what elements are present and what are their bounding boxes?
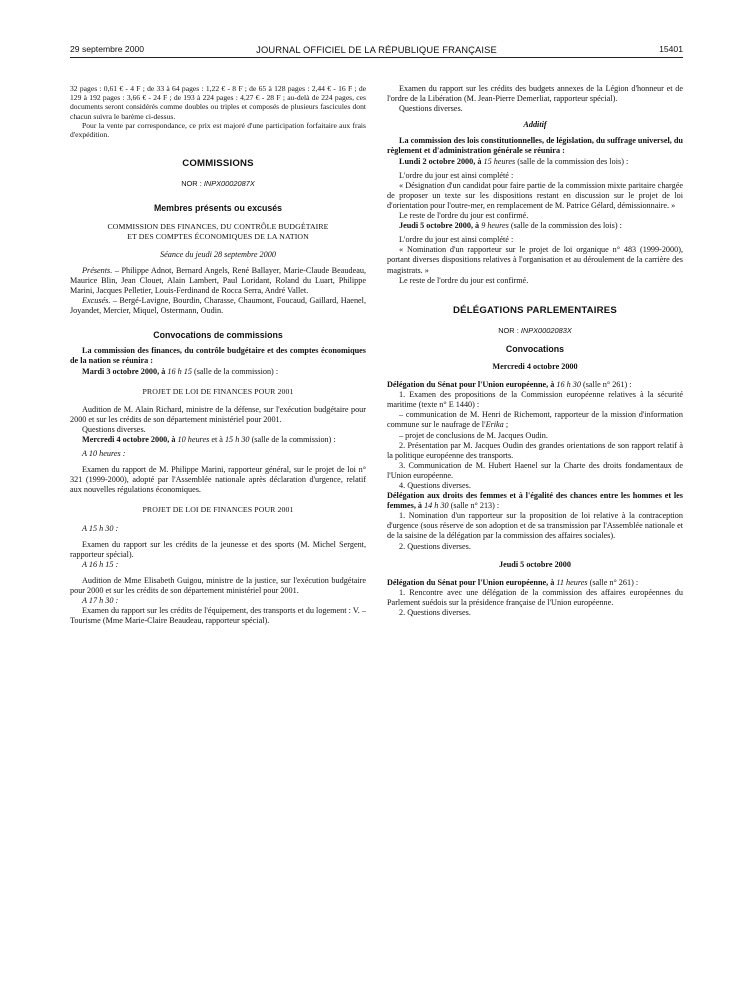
item-1: 1. Examen des propositions de la Commission européenne relatives à la sécurité maritime (texte n° E 1440) : bbox=[387, 390, 683, 410]
pricing-note: Pour la vente par correspondance, ce prix est majoré d'une participation forfaitaire aux frais d'expédition. bbox=[70, 120, 366, 140]
item-1a-erika: Erika bbox=[485, 420, 504, 430]
reste-confirme-1: Le reste de l'ordre du jour est confirmé. bbox=[399, 211, 529, 221]
deleg-senat-2 bbox=[387, 578, 683, 588]
plf-heading-1: PROJET DE LOI DE FINANCES POUR 2001 bbox=[142, 386, 294, 396]
mardi-rest: (salle de la commission) : bbox=[191, 366, 279, 376]
mercredi-rest: (salle de la commission) : bbox=[249, 435, 336, 444]
nor-label-2: NOR : bbox=[498, 325, 519, 335]
nor-code-2: INPX0002083X bbox=[520, 325, 572, 335]
jeudi-date: Jeudi 5 octobre 2000, à bbox=[399, 221, 482, 231]
mercredi-time-2: 15 h 30 bbox=[224, 435, 250, 444]
header-title: JOURNAL OFFICIEL DE LA RÉPUBLIQUE FRANÇAISE bbox=[256, 44, 497, 55]
jeudi-item-2: 2. Questions diverses. bbox=[399, 608, 471, 618]
pricing-text: 32 pages : 0,61 € - 4 F ; de 33 à 64 pages : 1,22 € - 8 F ; de 65 à 128 pages : 2,44 € - 16 F ; de 129 à 192 pages : 3,66 € - 24 F ; de 193 à 224 pages : 4,27 € - 28 F ; au-delà de 224 pages, ces documents seront considérés comme doubles ou triples et composés de plusieurs fascicules dont chacun suivra le barème ci-dessus. bbox=[70, 84, 366, 121]
audition-guigou: Audition de Mme Elisabeth Guigou, ministre de la justice, sur l'exécution budgétaire pour 2000 et sur les crédits de son département ministériel pour 2001. bbox=[70, 575, 366, 596]
item-1a-text: – communication de M. Henri de Richemont, rapporteur de la mission d'information commune sur le naufrage de l' bbox=[387, 410, 683, 430]
examen-beaudeau: Examen du rapport sur les crédits de l'équipement, des transports et du logement : V. – Tourisme (Mme Marie-Claire Beaudeau, rapporteur spécial). bbox=[70, 606, 366, 626]
delegations-title: DÉLÉGATIONS PARLEMENTAIRES bbox=[452, 304, 618, 316]
deleg-senat-2-time: 11 heures bbox=[556, 577, 588, 587]
nomination-text: « Nomination d'un rapporteur sur le projet de loi organique n° 483 (1999-2000), portant diverses dispositions relatives à l'organisation et au déroulement de la carrière des magistrats. » bbox=[387, 245, 683, 275]
femmes-item-2: 2. Questions diverses. bbox=[399, 541, 471, 551]
lundi-time: 15 heures bbox=[483, 156, 516, 166]
excuses-paragraph bbox=[70, 296, 366, 316]
header-date: 29 septembre 2000 bbox=[70, 44, 145, 54]
lundi-date: Lundi 2 octobre 2000, à bbox=[399, 156, 484, 166]
audition-richard: Audition de M. Alain Richard, ministre de la défense, sur l'exécution budgétaire pour 2000 et sur les crédits de son département ministériel pour 2001. bbox=[70, 404, 366, 424]
item-4: 4. Questions diverses. bbox=[399, 481, 471, 490]
examen-marini: Examen du rapport de M. Philippe Marini, rapporteur général, sur le projet de loi n° 321 (1999-2000), adopté par l'Assemblée nationale après déclaration d'urgence, relatif aux nouvelles régulations économiques. bbox=[70, 465, 366, 495]
page-header bbox=[70, 44, 683, 58]
additif-heading: Additif bbox=[523, 120, 547, 130]
convocation-intro: La commission des finances, du contrôle budgétaire et des comptes économiques de la nation se réunira : bbox=[70, 346, 366, 366]
odj-complete-2: L'ordre du jour est ainsi complété : bbox=[399, 235, 514, 245]
convocations-title: Convocations de commissions bbox=[153, 330, 283, 341]
excuses-list: – Bergé-Lavigne, Bourdin, Charasse, Chaumont, Foucaud, Gaillard, Haenel, Joyandet, Mercier, Miquel, Ostermann, Oudin. bbox=[70, 296, 366, 316]
mercredi-date: Mercredi 4 octobre 2000, à bbox=[82, 435, 178, 444]
examen-sergent: Examen du rapport sur les crédits de la jeunesse et des sports (M. Michel Sergent, rapporteur spécial). bbox=[70, 539, 366, 559]
right-column bbox=[387, 84, 683, 618]
nor-label: NOR : bbox=[181, 179, 202, 189]
lundi-rest: (salle de la commission des lois) : bbox=[515, 156, 629, 166]
deleg-senat-2-label: Délégation du Sénat pour l'Union européenne, à bbox=[387, 577, 557, 587]
jeudi-time: 9 heures bbox=[481, 221, 509, 231]
lundi-line bbox=[387, 157, 683, 167]
a-16h15: A 16 h 15 : bbox=[82, 559, 119, 569]
membres-title: Membres présents ou excusés bbox=[153, 203, 283, 214]
deleg-femmes bbox=[387, 491, 683, 511]
a-17h30: A 17 h 30 : bbox=[82, 596, 119, 606]
item-1a-end: ; bbox=[503, 420, 509, 430]
convocations-heading: Convocations bbox=[505, 343, 565, 354]
presents-label: Présents. bbox=[82, 265, 113, 275]
mercredi-4-heading: Mercredi 4 octobre 2000 bbox=[492, 361, 578, 371]
reste-confirme-2: Le reste de l'ordre du jour est confirmé. bbox=[399, 275, 529, 285]
presents-list: – Philippe Adnot, Bernard Angels, René Ballayer, Marie-Claude Beaudeau, Maurice Blin, Jean Clouet, Alain Lambert, Paul Loridant, Roland du Luart, Philippe Marini, Jacques Pelletier, Louis-Ferdinand de Rocca Serra, André Vallet. bbox=[70, 265, 366, 295]
nor-code: INPX0002087X bbox=[203, 179, 255, 189]
seance-date: Séance du jeudi 28 septembre 2000 bbox=[160, 249, 276, 259]
jeudi-5-heading: Jeudi 5 octobre 2000 bbox=[499, 559, 571, 569]
mardi-time: 16 h 15 bbox=[167, 366, 192, 376]
commissions-nor bbox=[70, 179, 366, 189]
a-10-heures: A 10 heures : bbox=[82, 449, 126, 459]
deleg-femmes-label: Délégation aux droits des femmes et à l'égalité des chances entre les hommes et les femmes, à bbox=[387, 491, 683, 511]
mardi-line bbox=[70, 367, 366, 377]
item-2: 2. Présentation par M. Jacques Oudin des grandes orientations de son rapport relatif à la politique européenne des transports. bbox=[387, 440, 683, 460]
jeudi-line bbox=[387, 221, 683, 231]
item-1b: – projet de conclusions de M. Jacques Oudin. bbox=[399, 430, 548, 440]
plf-heading-2: PROJET DE LOI DE FINANCES POUR 2001 bbox=[142, 505, 294, 515]
femmes-item-1: 1. Nomination d'un rapporteur sur la proposition de loi relative à la contraception d'urgence (sous réserve de son adoption et de sa transmission par l'Assemblée nationale et de la saisine de la délégation par la commission des affaires sociales). bbox=[387, 511, 683, 541]
item-3: 3. Communication de M. Hubert Haenel sur la Charte des droits fondamentaux de l'Union européenne. bbox=[387, 460, 683, 480]
left-column bbox=[70, 84, 366, 626]
delegations-nor bbox=[387, 326, 683, 336]
questions-diverses-1: Questions diverses. bbox=[82, 424, 146, 434]
deleg-femmes-rest: (salle n° 213) : bbox=[448, 501, 500, 511]
a-15h30: A 15 h 30 : bbox=[82, 523, 119, 533]
deleg-senat-1-label: Délégation du Sénat pour l'Union européenne, à bbox=[387, 380, 557, 390]
odj-complete-1: L'ordre du jour est ainsi complété : bbox=[399, 170, 514, 180]
presents-paragraph bbox=[70, 266, 366, 296]
deleg-femmes-time: 14 h 30 bbox=[424, 501, 449, 511]
commission-name-line-2: ET DES COMPTES ÉCONOMIQUES DE LA NATION bbox=[127, 231, 309, 241]
questions-diverses-r1: Questions diverses. bbox=[399, 104, 463, 114]
mercredi-line bbox=[70, 435, 366, 445]
designation-text: « Désignation d'un candidat pour faire partie de la commission mixte paritaire chargée de proposer un texte sur les dispositions restant en discussion sur le projet de loi d'orientation pour l'outre-mer, en remplacement de M. Patrice Gélard, démissionnaire. » bbox=[387, 180, 683, 210]
deleg-senat-1-rest: (salle n° 261) : bbox=[580, 380, 632, 390]
examen-legion: Examen du rapport sur les crédits des budgets annexes de la Légion d'honneur et de l'ordre de la Libération (M. Jean-Pierre Demerliat, rapporteur spécial). bbox=[387, 84, 683, 104]
excuses-label: Excusés. bbox=[82, 296, 111, 306]
mardi-date: Mardi 3 octobre 2000, à bbox=[82, 366, 168, 376]
commissions-title: COMMISSIONS bbox=[182, 158, 254, 170]
commission-name-line-1: COMMISSION DES FINANCES, DU CONTRÔLE BUDGÉTAIRE bbox=[107, 221, 329, 231]
header-rule bbox=[70, 57, 683, 58]
deleg-senat-1 bbox=[387, 380, 683, 390]
item-1a bbox=[387, 410, 683, 430]
header-page-number: 15401 bbox=[659, 44, 683, 54]
jeudi-item-1: 1. Rencontre avec une délégation de la commission des affaires européennes du Parlement suédois sur la présidence française de l'Union européenne. bbox=[387, 587, 683, 607]
lois-intro: La commission des lois constitutionnelles, de législation, du suffrage universel, du règlement et d'administration générale se réunira : bbox=[387, 136, 683, 156]
deleg-senat-2-rest: (salle n° 261) : bbox=[587, 577, 639, 587]
mercredi-mid: et à bbox=[209, 435, 225, 444]
deleg-senat-1-time: 16 h 30 bbox=[556, 380, 581, 390]
mercredi-time-1: 10 heures bbox=[177, 435, 210, 444]
jeudi-rest: (salle de la commission des lois) : bbox=[508, 221, 622, 231]
